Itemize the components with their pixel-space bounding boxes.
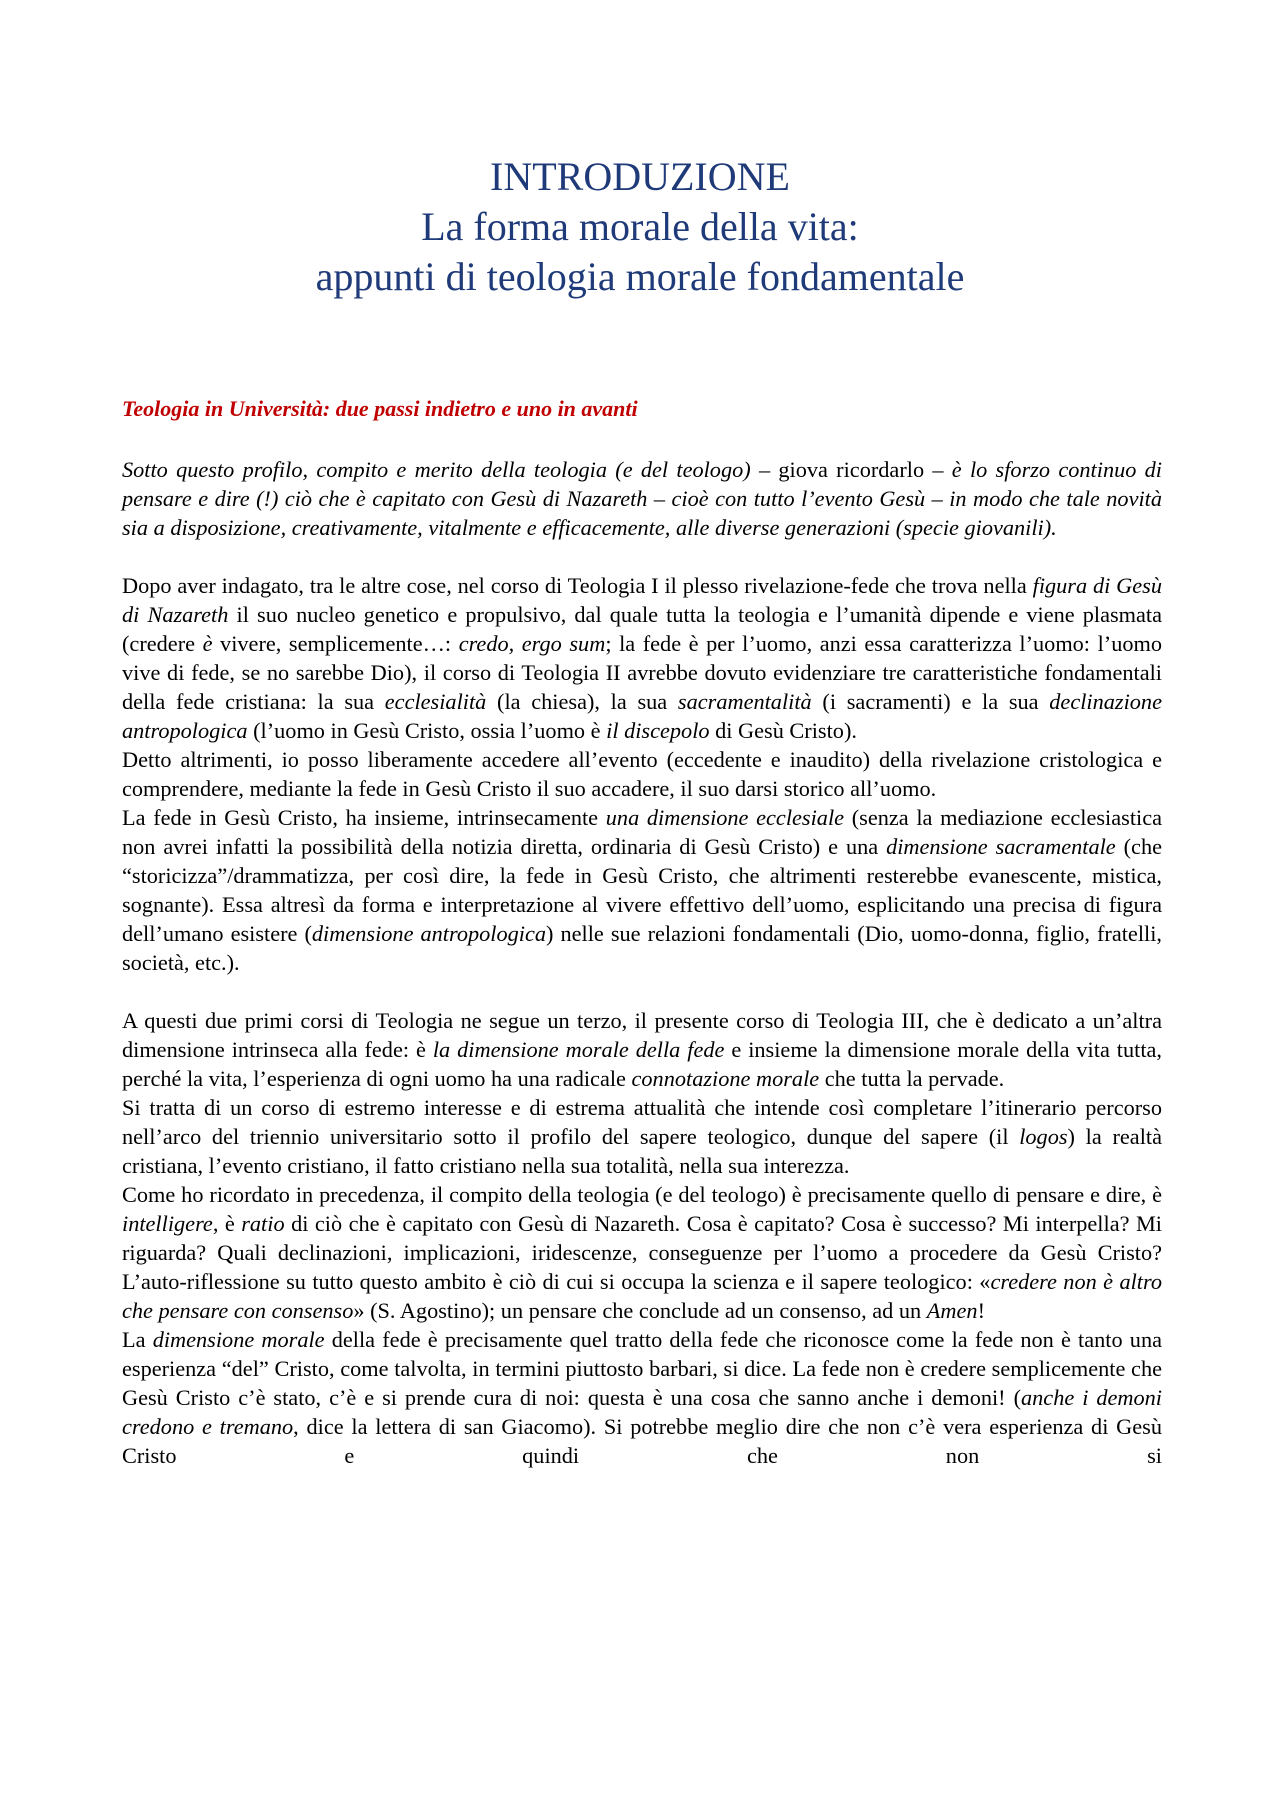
p7-italic-h: Amen [926,1298,978,1323]
section-heading: Teologia in Università: due passi indietro e uno in avanti [122,396,638,421]
p4-text-c: (senza la mediazione ecclesiastica non avrei infatti la possibilità della notizia diretta, ordinaria di Gesù Cristo) e una [122,805,1163,859]
p7-italic-d: ratio [241,1211,285,1236]
title-line-3: appunti di teologia morale fondamentale [315,254,965,299]
p2-italic-d: è [202,631,213,656]
body-text [122,455,1162,1470]
p2-text-g: ; la fede è per l’uomo, anzi essa caratterizza l’uomo: l’uomo vive di fede, se no sarebbe Dio), il corso di Teologia II avrebbe dovuto evidenziare tre caratteristiche fondamentali della fede cristiana: la sua [122,631,1162,714]
p2-text-m: (l’uomo in Gesù Cristo, ossia l’uomo è [247,718,607,743]
p4-text-e: (che “storicizza”/drammatizza, per così dire, la fede in Gesù Cristo, che altrimenti resterebbe evanescente, mistica, sognante). Essa altresì da forma e interpretazione al vivere effettivo dell’uomo, esplicitando una precisa di figura dell’umano esistere ( [122,834,1162,946]
p8-italic-b: dimensione morale [152,1327,325,1352]
p7-text-g: » (S. Agostino); un pensare che conclude ad un consenso, ad un [353,1298,927,1323]
p2-text-i: (la chiesa), la sua [486,689,678,714]
p4-italic-f: dimensione antropologica [311,921,547,946]
p5-text-e: che tutta la pervade. [819,1066,1005,1091]
p4-italic-b: una dimensione ecclesiale [605,805,845,830]
p1-italic-c: è lo sforzo continuo di pensare e dire (!) ciò che è capitato con Gesù di Nazareth – cioè con tutto l’evento Gesù – in modo che tale novità sia a disposizione, creativamente, vitalmente e efficacemente, alle diverse generazioni (specie giovanili). [122,457,1162,540]
title-line-2: La forma morale della vita: [421,204,859,249]
p2-italic-l: declinazione antropologica [122,689,1162,743]
p2-italic-f: credo, ergo sum [458,631,606,656]
p4-text-g: ) nelle sue relazioni fondamentali (Dio, uomo-donna, figlio, fratelli, società, etc.). [122,921,1162,975]
p5-text-a: A questi due primi corsi di Teologia ne segue un terzo, il presente corso di Teologia III, che è dedicato a un’altra dimensione intrinseca alla fede: è [122,1008,1162,1062]
p4-text-a: La fede in Gesù Cristo, ha insieme, intrinsecamente [122,805,606,830]
p2-italic-b: figura di Gesù di Nazareth [122,573,1163,627]
p2-italic-n: il discepolo [606,718,710,743]
p6-text-c: ) la realtà cristiana, l’evento cristiano, il fatto cristiano nella sua totalità, nella sua interezza. [122,1124,1162,1178]
p5-italic-b: la dimensione morale della fede [432,1037,725,1062]
paragraph-1 [122,455,1162,542]
p6-text-a: Si tratta di un corso di estremo interesse e di estrema attualità che intende così completare l’itinerario percorso nell’arco del triennio universitario sotto il profilo del sapere teologico, dunque del sapere (il [122,1095,1162,1149]
p2-text-e: vivere, semplicemente…: [212,631,459,656]
paragraph-3: Detto altrimenti, io posso liberamente accedere all’evento (eccedente e inaudito) della rivelazione cristologica e comprendere, mediante la fede in Gesù Cristo il suo accadere, il suo darsi storico all’uomo. [122,747,1162,801]
p5-italic-d: connotazione morale [631,1066,820,1091]
paragraph-6 [122,1093,1162,1180]
paragraph-5 [122,1006,1162,1093]
p2-text-k: (i sacramenti) e la sua [811,689,1050,714]
document-title [0,152,1280,302]
p2-text-c: il suo nucleo genetico e propulsivo, dal quale tutta la teologia e l’umanità dipende e viene plasmata (credere [122,602,1162,656]
p7-text-a: Come ho ricordato in precedenza, il compito della teologia (e del teologo) è precisamente quello di pensare e dire, è [122,1182,1162,1207]
paragraph-4 [122,803,1162,977]
p7-text-e: di ciò che è capitato con Gesù di Nazareth. Cosa è capitato? Cosa è successo? Mi interpella? Mi riguarda? Quali declinazioni, implicazioni, iridescenze, conseguenze per l’uomo a procedere da Gesù Cristo? L’auto-riflessione su tutto questo ambito è ciò di cui si occupa la scienza e il sapere teologico: « [122,1211,1162,1294]
p1-text-b: – giova ricordarlo – [750,457,952,482]
p8-text-e: , dice la lettera di san Giacomo). Si potrebbe meglio dire che non c’è vera esperienza di Gesù Cristo e quindi che non si [122,1414,1162,1468]
p7-italic-b: intelligere [122,1211,213,1236]
paragraph-8 [122,1325,1162,1470]
p8-text-a: La [122,1327,153,1352]
p1-italic-a: Sotto questo profilo, compito e merito della teologia (e del teologo) [122,457,751,482]
paragraph-7 [122,1180,1162,1325]
p2-text-a: Dopo aver indagato, tra le altre cose, nel corso di Teologia I il plesso rivelazione-fede che trova nella [122,573,1033,598]
p2-italic-h: ecclesialità [384,689,487,714]
p7-text-c: , è [212,1211,242,1236]
p7-text-i: ! [977,1298,985,1323]
p6-italic-b: logos [1019,1124,1068,1149]
p4-italic-d: dimensione sacramentale [886,834,1116,859]
p5-text-c: e insieme la dimensione morale della vita tutta, perché la vita, l’esperienza di ogni uomo ha una radicale [122,1037,1162,1091]
p7-italic-f: credere non è altro che pensare con consenso [122,1269,1162,1323]
p2-italic-j: sacramentalità [677,689,812,714]
paragraph-2 [122,571,1162,745]
title-line-1: INTRODUZIONE [490,154,790,199]
p2-text-o: di Gesù Cristo). [709,718,857,743]
p8-text-c: della fede è precisamente quel tratto della fede che riconosce come la fede non è tanto una esperienza “del” Cristo, come talvolta, in termini piuttosto barbari, si dice. La fede non è credere semplicemente che Gesù Cristo c’è stato, c’è e si prende cura di noi: questa è una cosa che sanno anche i demoni! ( [122,1327,1162,1410]
p8-italic-d: anche i demoni credono e tremano [122,1385,1162,1439]
